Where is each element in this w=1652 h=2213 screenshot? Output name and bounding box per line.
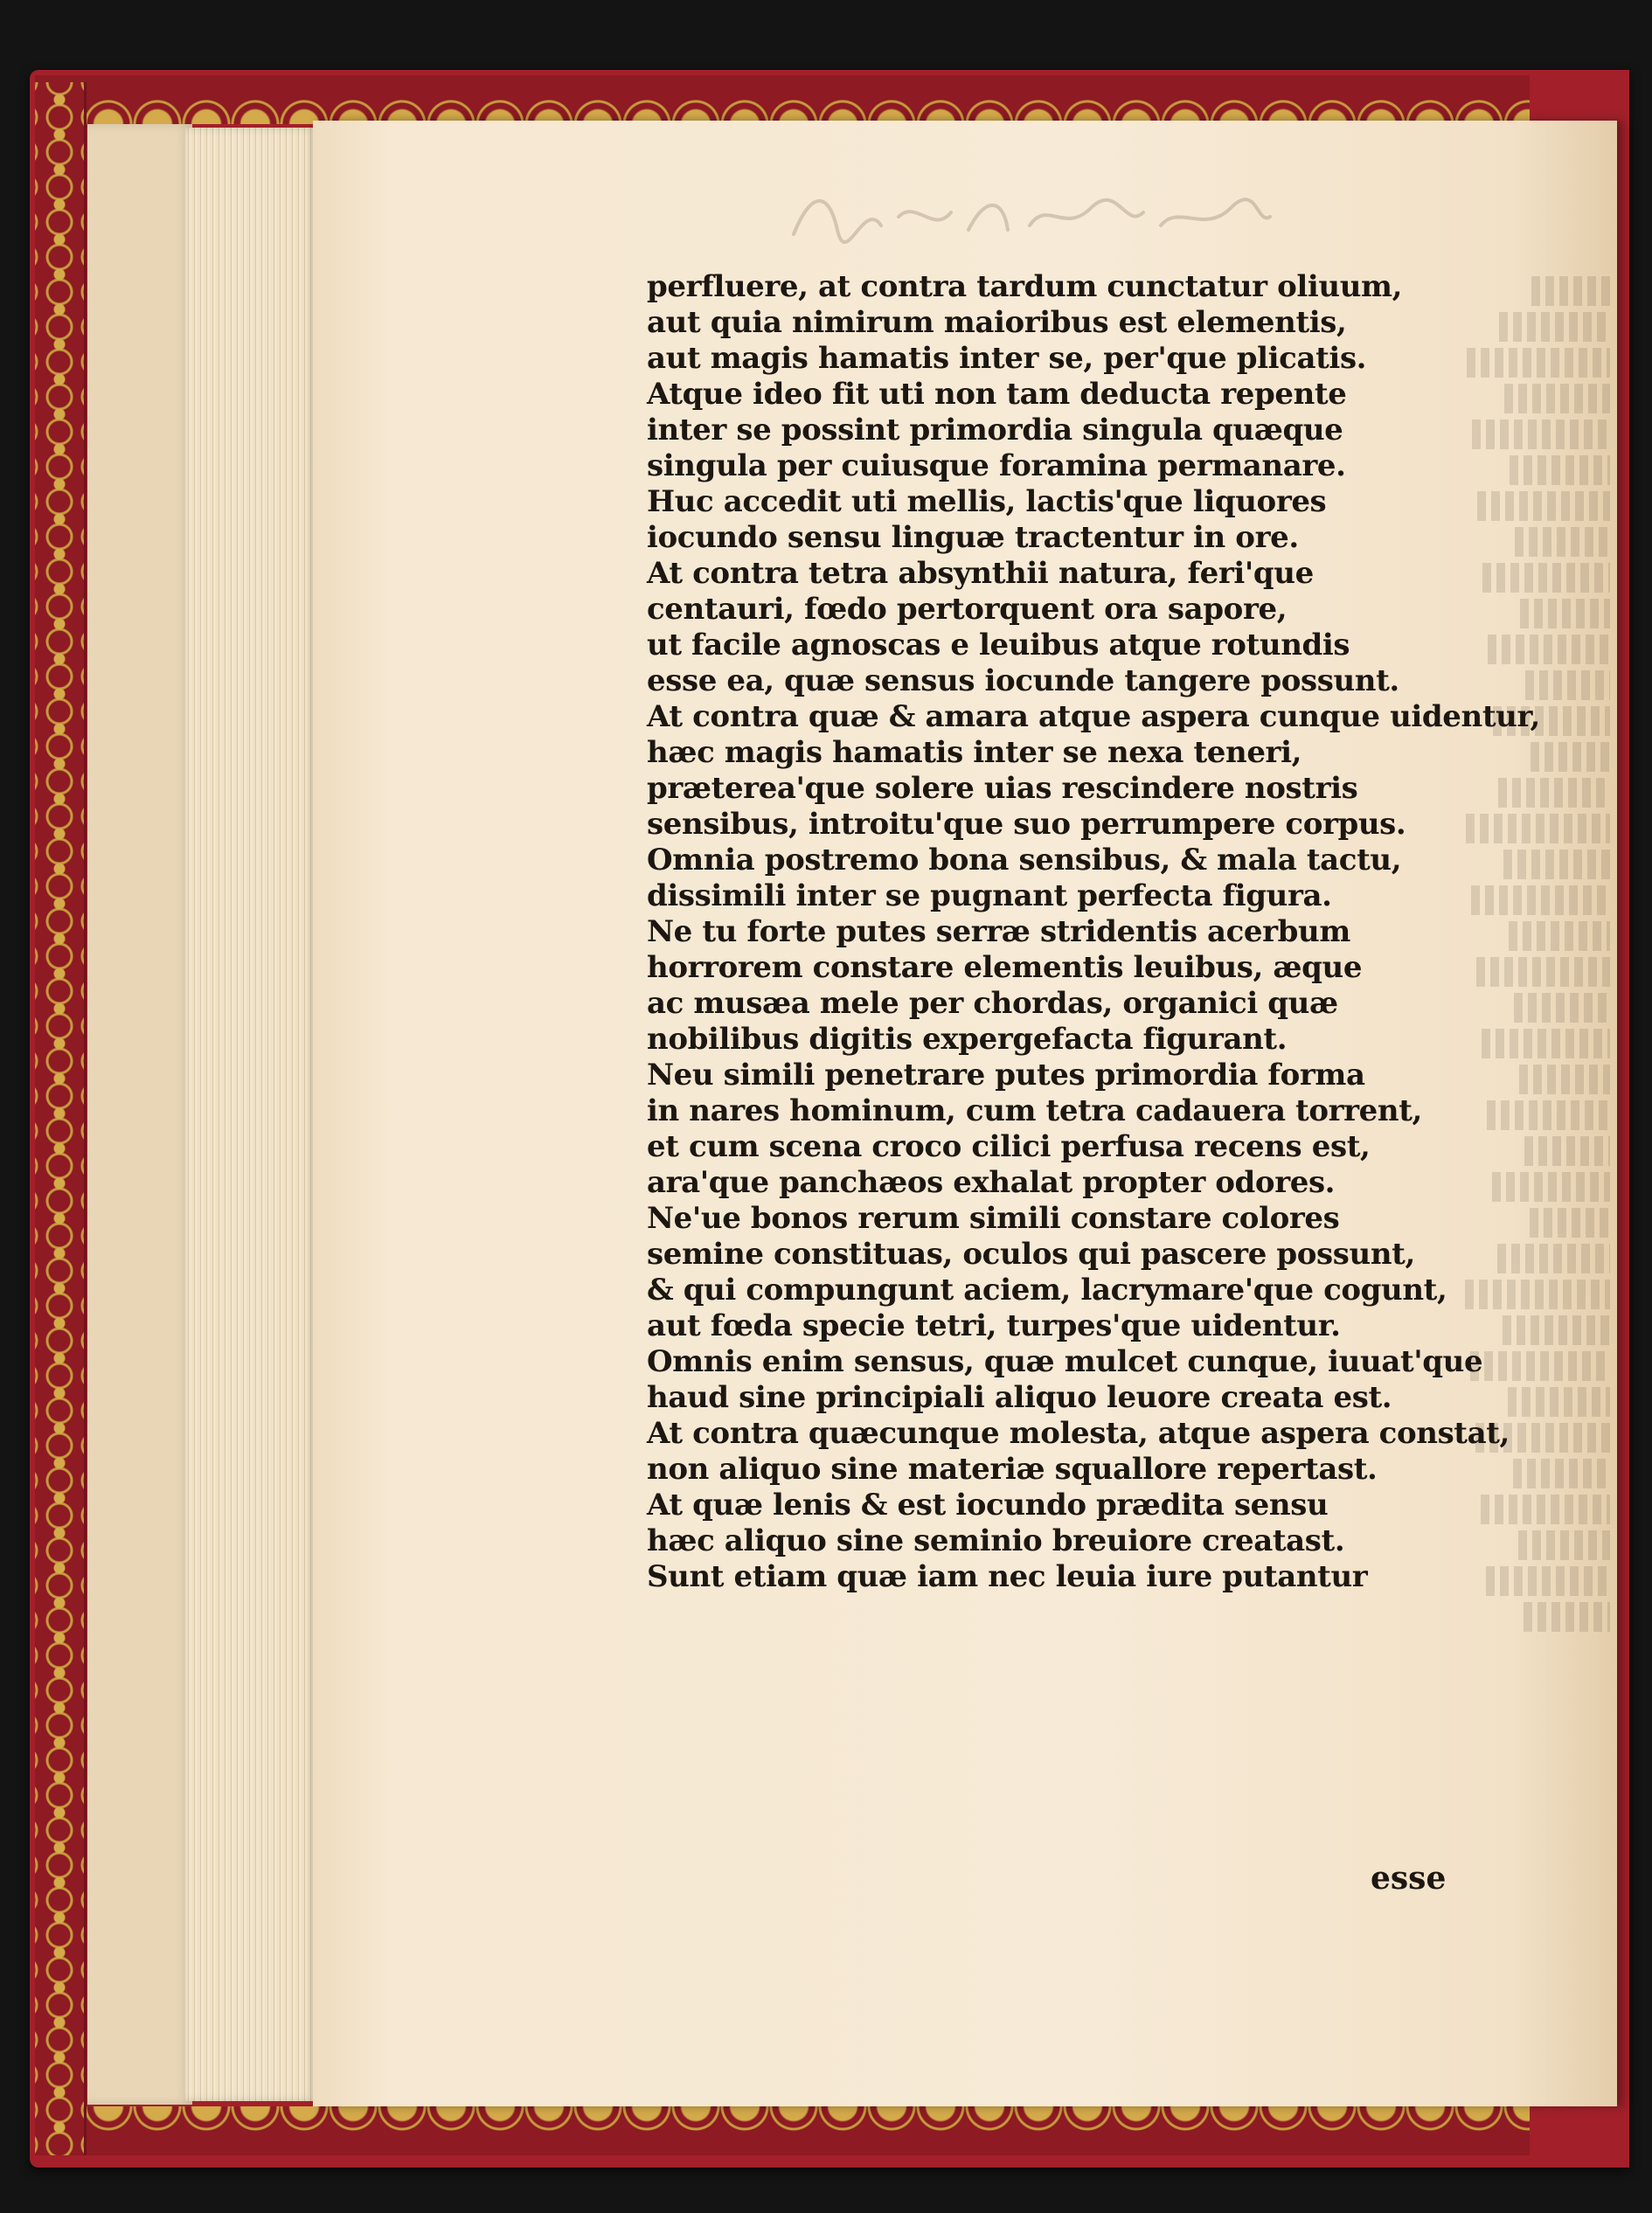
verse-line: Omnia postremo bona sensibus, & mala tactu, — [647, 843, 1402, 878]
verse-line: At quæ lenis & est iocundo prædita sensu — [647, 1488, 1329, 1523]
verse-line: & qui compungunt aciem, lacrymare'que cogunt, — [647, 1273, 1447, 1308]
gilt-border-top — [35, 75, 1530, 124]
verse-text — [647, 269, 1538, 1595]
verse-line: semine constituas, oculos qui pascere possunt, — [647, 1237, 1415, 1272]
verse-line: in nares hominum, cum tetra cadauera torrent, — [647, 1093, 1422, 1128]
verse-line: perfluere, at contra tardum cunctatur oliuum, — [647, 269, 1403, 304]
verse-line: At contra quæ & amara atque aspera cunque uidentur, — [647, 699, 1540, 734]
verse-line: esse ea, quæ sensus iocunde tangere possunt. — [647, 663, 1399, 698]
verse-line: non aliquo sine materiæ squallore repertast. — [647, 1452, 1378, 1487]
verse-line: haud sine principiali aliquo leuore creata est. — [647, 1380, 1392, 1415]
verse-line: et cum scena croco cilici perfusa recens est, — [647, 1129, 1371, 1164]
faint-handwritten-inscription — [785, 182, 1274, 252]
verse-line: aut magis hamatis inter se, per'que plicatis. — [647, 341, 1367, 376]
verse-line: hæc aliquo sine seminio breuiore creatast. — [647, 1523, 1345, 1558]
book-page — [313, 121, 1617, 2106]
verse-line: nobilibus digitis expergefacta figurant. — [647, 1022, 1288, 1057]
flyleaf — [87, 124, 192, 2105]
verse-line: At contra tetra absynthii natura, feri'que — [647, 556, 1314, 591]
show-through-line — [1524, 1602, 1610, 1632]
verse-line: ac musæa mele per chordas, organici quæ — [647, 986, 1338, 1021]
gilt-border-bottom — [35, 2106, 1530, 2155]
verse-line: hæc magis hamatis inter se nexa teneri, — [647, 735, 1302, 770]
verse-line: centauri, fœdo pertorquent ora sapore, — [647, 592, 1288, 627]
catchword: esse — [1371, 1860, 1447, 1897]
show-through-line — [1531, 276, 1610, 306]
verse-line: Omnis enim sensus, quæ mulcet cunque, iuuat'que — [647, 1344, 1483, 1379]
gilt-border-left — [35, 82, 87, 2155]
verse-line: Neu simili penetrare putes primordia forma — [647, 1058, 1365, 1093]
verse-line: aut fœda specie tetri, turpes'que uidentur. — [647, 1308, 1341, 1343]
page-edges — [185, 128, 316, 2101]
verse-line: singula per cuiusque foramina permanare. — [647, 448, 1346, 483]
verse-line: dissimili inter se pugnant perfecta figura. — [647, 878, 1332, 913]
verse-line: Ne'ue bonos rerum simili constare colores — [647, 1201, 1340, 1236]
verse-line: ut facile agnoscas e leuibus atque rotundis — [647, 628, 1350, 663]
verse-line: inter se possint primordia singula quæque — [647, 413, 1343, 447]
verse-line: Atque ideo fit uti non tam deducta repente — [647, 377, 1347, 412]
verse-line: At contra quæcunque molesta, atque aspera constat, — [647, 1416, 1510, 1451]
verse-line: horrorem constare elementis leuibus, æque — [647, 950, 1363, 985]
verse-line: ara'que panchæos exhalat propter odores. — [647, 1165, 1336, 1200]
verse-line: Huc accedit uti mellis, lactis'que liquores — [647, 484, 1327, 519]
verse-line: iocundo sensu linguæ tractentur in ore. — [647, 520, 1299, 555]
verse-line: Sunt etiam quæ iam nec leuia iure putantur — [647, 1559, 1368, 1594]
show-through-line — [1531, 742, 1610, 772]
show-through-line — [1530, 1208, 1610, 1238]
verse-line: aut quia nimirum maioribus est elementis, — [647, 305, 1347, 340]
verse-line: sensibus, introitu'que suo perrumpere corpus. — [647, 807, 1406, 842]
verse-line: Ne tu forte putes serræ stridentis acerbum — [647, 914, 1350, 949]
verse-line: præterea'que solere uias rescindere nostris — [647, 771, 1358, 806]
